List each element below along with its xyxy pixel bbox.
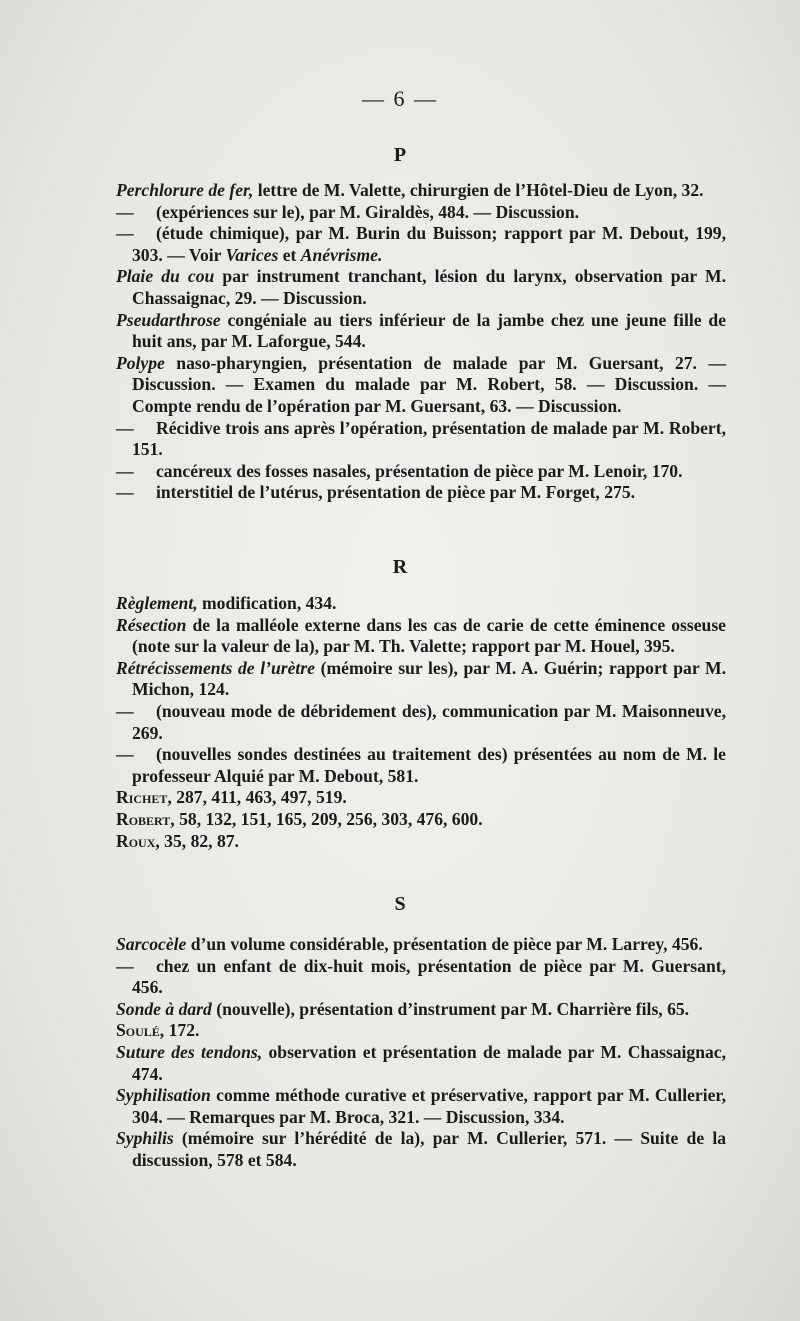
entry-text: (nouvelles sondes destinées au traitement des) présentées au nom de M. le professeur Alquié par M. Debout, 581. xyxy=(132,744,726,786)
entry-text: (expériences sur le), par M. Giraldès, 484. — Discussion. xyxy=(156,201,580,222)
entry-text: lettre de M. Valette, chirurgien de l’Hôtel-Dieu de Lyon, 32. xyxy=(253,180,704,200)
entry-keyword: Rétrécissements de l’urètre xyxy=(116,657,315,678)
entry-dash: — xyxy=(116,744,134,765)
entry-text: chez un enfant de dix-huit mois, présentation de pièce par M. Guersant, 456. xyxy=(132,955,726,998)
entry-text: (mémoire sur l’hérédité de la), par M. Cullerier, 571. — Suite de la discussion, 578 et 584. xyxy=(132,1128,726,1170)
entry-dash: — xyxy=(116,955,134,976)
entry-keyword: Résection xyxy=(116,614,187,635)
entry-keyword: Règlement, xyxy=(116,593,198,613)
index-subentry xyxy=(116,701,726,744)
entry-text: (nouveau mode de débridement des), communication par M. Maisonneuve, 269. xyxy=(132,700,726,743)
entry-keyword: Suture des tendons, xyxy=(116,1041,263,1062)
entry-text: 287, 411, 463, 497, 519. xyxy=(171,787,347,808)
entry-text: modification, 434. xyxy=(197,593,337,613)
index-subentry xyxy=(116,418,726,461)
index-entry xyxy=(116,831,726,853)
index-entry xyxy=(116,310,726,353)
index-subentry xyxy=(116,461,726,483)
entry-keyword: Syphilis xyxy=(116,1128,174,1149)
index-subentry xyxy=(116,744,726,787)
entry-text: (étude chimique), par M. Burin du Buisson; rapport par M. Debout, 199, 303. — Voir xyxy=(132,223,726,265)
index-entry xyxy=(116,1020,726,1042)
entry-text: 58, 132, 151, 165, 209, 256, 303, 476, 600. xyxy=(174,808,483,829)
index-entry xyxy=(116,593,726,615)
entry-text: de la malléole externe dans les cas de carie de cette éminence osseuse (note sur la valeur de la), par M. Th. Valette; rapport par M. Houel, 395. xyxy=(132,614,726,657)
entry-text: par instrument tranchant, lésion du larynx, observation par M. Chassaignac, 29. — Discussion. xyxy=(132,266,726,308)
index-subentry xyxy=(116,202,726,224)
index-subentry xyxy=(116,223,726,266)
entry-dash: — xyxy=(116,201,134,222)
entry-text: (nouvelle), présentation d’instrument par M. Charrière fils, 65. xyxy=(211,998,690,1019)
entry-dash: — xyxy=(116,482,134,503)
index-entry xyxy=(116,658,726,701)
cross-ref: Anévrisme. xyxy=(300,244,383,265)
section-letter-p: P xyxy=(393,144,407,166)
entry-text: et xyxy=(278,244,301,265)
entry-text: Récidive trois ans après l’opération, présentation de malade par M. Robert, 151. xyxy=(132,417,726,460)
index-entry xyxy=(116,1085,726,1128)
entry-dash: — xyxy=(116,460,134,481)
entry-text: d’un volume considérable, présentation de pièce par M. Larrey, 456. xyxy=(186,934,703,954)
index-entry xyxy=(116,1042,726,1085)
entry-keyword: Syphilisation xyxy=(116,1085,211,1106)
entry-text: comme méthode curative et préservative, rapport par M. Cullerier, 304. — Remarques par M. Broca, 321. — Discussion, 334. xyxy=(132,1085,726,1127)
entry-text: observation et présentation de malade par M. Chassaignac, 474. xyxy=(132,1041,726,1084)
index-entry xyxy=(116,353,726,418)
entry-author: Richet, xyxy=(116,787,172,808)
entry-author: Roux, xyxy=(116,830,160,851)
entry-dash: — xyxy=(116,700,134,721)
cross-ref: Varices xyxy=(225,244,279,265)
entry-text: (mémoire sur les), par M. A. Guérin; rapport par M. Michon, 124. xyxy=(132,657,727,700)
index-subentry xyxy=(116,482,726,504)
entry-text: naso-pharyngien, présentation de malade par M. Guersant, 27. — Discussion. — Examen du malade par M. Robert, 58. — Discussion. — Compte rendu de l’opération par M. Guersant, 63. — Discussion. xyxy=(132,352,726,416)
entry-text: 172. xyxy=(164,1020,200,1041)
index-entry xyxy=(116,999,726,1021)
page-number: — 6 — xyxy=(362,86,438,111)
entry-text: congéniale au tiers inférieur de la jambe chez une jeune fille de huit ans, par M. Laforgue, 544. xyxy=(132,309,726,352)
entry-author: Robert, xyxy=(116,808,175,829)
entry-text: 35, 82, 87. xyxy=(159,830,239,851)
section-r xyxy=(116,593,726,852)
section-letter-r: R xyxy=(392,556,408,578)
index-entry xyxy=(116,615,726,658)
index-entry xyxy=(116,809,726,831)
entry-dash: — xyxy=(116,223,134,244)
entry-text: interstitiel de l’utérus, présentation de pièce par M. Forget, 275. xyxy=(156,482,636,503)
entry-keyword: Pseudarthrose xyxy=(116,309,221,330)
entry-keyword: Sonde à dard xyxy=(116,998,212,1019)
section-letter-s: S xyxy=(394,893,406,915)
index-entry xyxy=(116,180,726,202)
index-entry xyxy=(116,1128,726,1171)
entry-keyword: Plaie du cou xyxy=(116,266,215,287)
entry-text: cancéreux des fosses nasales, présentation de pièce par M. Lenoir, 170. xyxy=(156,460,683,481)
index-entry xyxy=(116,787,726,809)
section-s xyxy=(116,934,726,1172)
entry-keyword: Perchlorure de fer, xyxy=(116,180,254,200)
entry-author: Soulé, xyxy=(116,1020,165,1041)
entry-keyword: Polype xyxy=(116,352,165,373)
section-p xyxy=(116,180,726,504)
index-entry xyxy=(116,266,726,309)
index-subentry xyxy=(116,956,726,999)
index-entry xyxy=(116,934,726,956)
entry-keyword: Sarcocèle xyxy=(116,934,187,954)
entry-dash: — xyxy=(116,417,134,438)
